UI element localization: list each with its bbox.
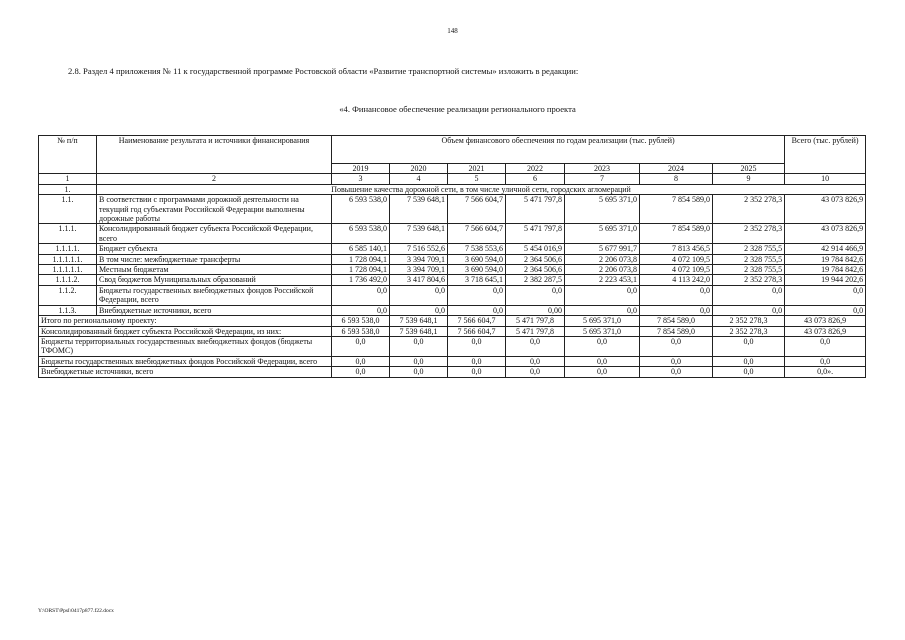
summary-value: 43 073 826,9 [785, 326, 866, 336]
summary-name: Бюджеты государственных внебюджетных фондов Российской Федерации, всего [39, 356, 332, 366]
row-name: Бюджет субъекта [97, 244, 332, 254]
summary-row [39, 367, 866, 377]
column-number: 3 [332, 174, 390, 184]
summary-value: 7 566 604,7 [448, 326, 506, 336]
row-value: 2 328 755,5 [713, 254, 785, 264]
header-num: № п/п [39, 136, 97, 174]
summary-value: 0,0 [565, 336, 640, 356]
header-total: Всего (тыс. рублей) [785, 136, 866, 174]
row-value: 0,0 [640, 305, 713, 315]
row-value: 7 566 604,7 [448, 195, 506, 224]
row-value: 0,0 [640, 285, 713, 305]
summary-value: 0,0 [785, 356, 866, 366]
row-value: 2 206 073,8 [565, 265, 640, 275]
row-value: 42 914 466,9 [785, 244, 866, 254]
row-value: 7 854 589,0 [640, 195, 713, 224]
row-value: 19 784 842,6 [785, 265, 866, 275]
summary-name: Бюджеты территориальных государственных внебюджетных фондов (бюджеты ТФОМС) [39, 336, 332, 356]
row-value: 6 593 538,0 [332, 195, 390, 224]
row-value: 6 585 140,1 [332, 244, 390, 254]
row-value: 4 072 109,5 [640, 254, 713, 264]
column-number: 10 [785, 174, 866, 184]
row-name: Консолидированный бюджет субъекта Российской Федерации, всего [97, 224, 332, 244]
row-value: 0,0 [332, 305, 390, 315]
row-value: 2 352 278,3 [713, 275, 785, 285]
row-value: 19 784 842,6 [785, 254, 866, 264]
summary-row [39, 336, 866, 356]
row-value: 3 690 594,0 [448, 265, 506, 275]
section-row-title: Повышение качества дорожной сети, в том числе уличной сети, городских агломераций [97, 184, 866, 194]
row-value: 0,0 [565, 305, 640, 315]
summary-row [39, 326, 866, 336]
summary-value: 0,0 [332, 356, 390, 366]
summary-value: 5 695 371,0 [565, 326, 640, 336]
row-value: 3 417 804,6 [390, 275, 448, 285]
row-num: 1.1.1.1.1. [39, 265, 97, 275]
row-value: 7 854 589,0 [640, 224, 713, 244]
row-value: 2 352 278,3 [713, 224, 785, 244]
row-value: 5 471 797,8 [506, 224, 565, 244]
summary-value: 0,0 [506, 336, 565, 356]
row-value: 0,0 [448, 305, 506, 315]
summary-value: 7 854 589,0 [640, 326, 713, 336]
summary-value: 0,0 [390, 356, 448, 366]
row-value: 43 073 826,9 [785, 224, 866, 244]
summary-value: 0,0 [332, 367, 390, 377]
row-name: Внебюджетные источники, всего [97, 305, 332, 315]
footer-path: Y:\ORST\Ppsl\0417p877.f22.docx [38, 608, 114, 614]
intro-text: 2.8. Раздел 4 приложения № 11 к государственной программе Ростовской области «Развитие транспортной системы» изложить в редакции: [68, 66, 579, 76]
summary-name: Консолидированный бюджет субъекта Российской Федерации, из них: [39, 326, 332, 336]
section-row-num: 1. [39, 184, 97, 194]
summary-value: 0,0 [448, 336, 506, 356]
year-header: 2025 [713, 164, 785, 174]
row-value: 3 394 709,1 [390, 254, 448, 264]
row-value: 7 516 552,6 [390, 244, 448, 254]
summary-value: 0,0 [448, 356, 506, 366]
row-value: 6 593 538,0 [332, 224, 390, 244]
row-value: 5 677 991,7 [565, 244, 640, 254]
row-value: 7 538 553,6 [448, 244, 506, 254]
summary-value: 0,0 [332, 336, 390, 356]
row-num: 1.1.1.1.1. [39, 254, 97, 264]
row-value: 3 690 594,0 [448, 254, 506, 264]
row-num: 1.1.3. [39, 305, 97, 315]
summary-value: 6 593 538,0 [332, 326, 390, 336]
summary-value: 7 539 648,1 [390, 316, 448, 326]
summary-value: 5 471 797,8 [506, 326, 565, 336]
summary-value: 7 854 589,0 [640, 316, 713, 326]
summary-value: 2 352 278,3 [713, 326, 785, 336]
row-name: Бюджеты государственных внебюджетных фондов Российской Федерации, всего [97, 285, 332, 305]
summary-name: Итого по региональному проекту: [39, 316, 332, 326]
row-num: 1.1.1.1. [39, 244, 97, 254]
summary-value: 0,0 [713, 356, 785, 366]
row-num: 1.1. [39, 195, 97, 224]
summary-value: 0,0 [640, 356, 713, 366]
row-value: 7 539 648,1 [390, 195, 448, 224]
row-value: 7 566 604,7 [448, 224, 506, 244]
row-value: 2 352 278,3 [713, 195, 785, 224]
row-value: 2 364 506,6 [506, 265, 565, 275]
table-row [39, 195, 866, 224]
column-number: 6 [506, 174, 565, 184]
year-header: 2023 [565, 164, 640, 174]
row-value: 5 695 371,0 [565, 195, 640, 224]
row-name: В соответствии с программами дорожной деятельности на текущий год субъектами Российской Федерации выполнены дорожные работы [97, 195, 332, 224]
row-num: 1.1.2. [39, 285, 97, 305]
column-number: 4 [390, 174, 448, 184]
row-value: 3 718 645,1 [448, 275, 506, 285]
summary-value: 0,0 [713, 336, 785, 356]
row-value: 1 728 094,1 [332, 254, 390, 264]
row-value: 0,0 [448, 285, 506, 305]
column-number: 2 [97, 174, 332, 184]
row-value: 0,0 [785, 285, 866, 305]
table-row [39, 305, 866, 315]
row-value: 5 695 371,0 [565, 224, 640, 244]
row-value: 1 728 094,1 [332, 265, 390, 275]
column-numbers-row [39, 174, 866, 184]
row-value: 19 944 202,6 [785, 275, 866, 285]
year-header: 2020 [390, 164, 448, 174]
summary-value: 0,0 [640, 367, 713, 377]
row-value: 0,0 [785, 305, 866, 315]
row-value: 0,0 [565, 285, 640, 305]
row-value: 2 328 755,5 [713, 265, 785, 275]
summary-value: 0,0 [506, 367, 565, 377]
row-value: 7 539 648,1 [390, 224, 448, 244]
row-value: 0,0 [390, 285, 448, 305]
row-value: 2 364 506,6 [506, 254, 565, 264]
summary-row [39, 316, 866, 326]
column-number: 7 [565, 174, 640, 184]
summary-value: 0,0 [390, 367, 448, 377]
row-value: 0,0 [390, 305, 448, 315]
table-row [39, 285, 866, 305]
table-row [39, 244, 866, 254]
page-number: 148 [447, 27, 458, 35]
year-header: 2024 [640, 164, 713, 174]
row-value: 1 736 492,0 [332, 275, 390, 285]
row-value: 4 113 242,0 [640, 275, 713, 285]
financing-table [38, 135, 866, 378]
row-value: 2 206 073,8 [565, 254, 640, 264]
row-value: 0,0 [713, 285, 785, 305]
summary-value: 0,0 [390, 336, 448, 356]
row-value: 2 223 453,1 [565, 275, 640, 285]
column-number: 8 [640, 174, 713, 184]
column-number: 1 [39, 174, 97, 184]
summary-value: 0,0 [448, 367, 506, 377]
row-num: 1.1.1.2. [39, 275, 97, 285]
header-name: Наименование результата и источники финансирования [97, 136, 332, 174]
summary-value: 5 695 371,0 [565, 316, 640, 326]
row-value: 2 328 755,5 [713, 244, 785, 254]
row-value: 0,0 [332, 285, 390, 305]
section-heading: «4. Финансовое обеспечение реализации регионального проекта [339, 104, 576, 114]
table-row [39, 265, 866, 275]
summary-value: 5 471 797,8 [506, 316, 565, 326]
summary-value: 7 566 604,7 [448, 316, 506, 326]
year-header: 2022 [506, 164, 565, 174]
row-value: 0,0 [713, 305, 785, 315]
row-name: Свод бюджетов Муниципальных образований [97, 275, 332, 285]
summary-row [39, 356, 866, 366]
year-header: 2021 [448, 164, 506, 174]
summary-value: 7 539 648,1 [390, 326, 448, 336]
row-value: 4 072 109,5 [640, 265, 713, 275]
summary-value: 0,0 [713, 367, 785, 377]
summary-value: 0,0». [785, 367, 866, 377]
row-value: 0,00 [506, 305, 565, 315]
column-number: 5 [448, 174, 506, 184]
column-number: 9 [713, 174, 785, 184]
summary-value: 43 073 826,9 [785, 316, 866, 326]
table-row [39, 275, 866, 285]
summary-value: 6 593 538,0 [332, 316, 390, 326]
row-value: 5 454 016,9 [506, 244, 565, 254]
row-value: 43 073 826,9 [785, 195, 866, 224]
summary-value: 0,0 [640, 336, 713, 356]
year-header: 2019 [332, 164, 390, 174]
summary-value: 0,0 [506, 356, 565, 366]
row-value: 0,0 [506, 285, 565, 305]
summary-value: 2 352 278,3 [713, 316, 785, 326]
summary-value: 0,0 [785, 336, 866, 356]
summary-value: 0,0 [565, 367, 640, 377]
table-row [39, 224, 866, 244]
row-value: 5 471 797,8 [506, 195, 565, 224]
row-value: 3 394 709,1 [390, 265, 448, 275]
row-value: 7 813 456,5 [640, 244, 713, 254]
header-volume: Объем финансового обеспечения по годам реализации (тыс. рублей) [332, 136, 785, 164]
row-name: В том числе: межбюджетные трансферты [97, 254, 332, 264]
row-value: 2 382 287,5 [506, 275, 565, 285]
row-num: 1.1.1. [39, 224, 97, 244]
row-name: Местным бюджетам [97, 265, 332, 275]
summary-name: Внебюджетные источники, всего [39, 367, 332, 377]
table-row [39, 254, 866, 264]
summary-value: 0,0 [565, 356, 640, 366]
